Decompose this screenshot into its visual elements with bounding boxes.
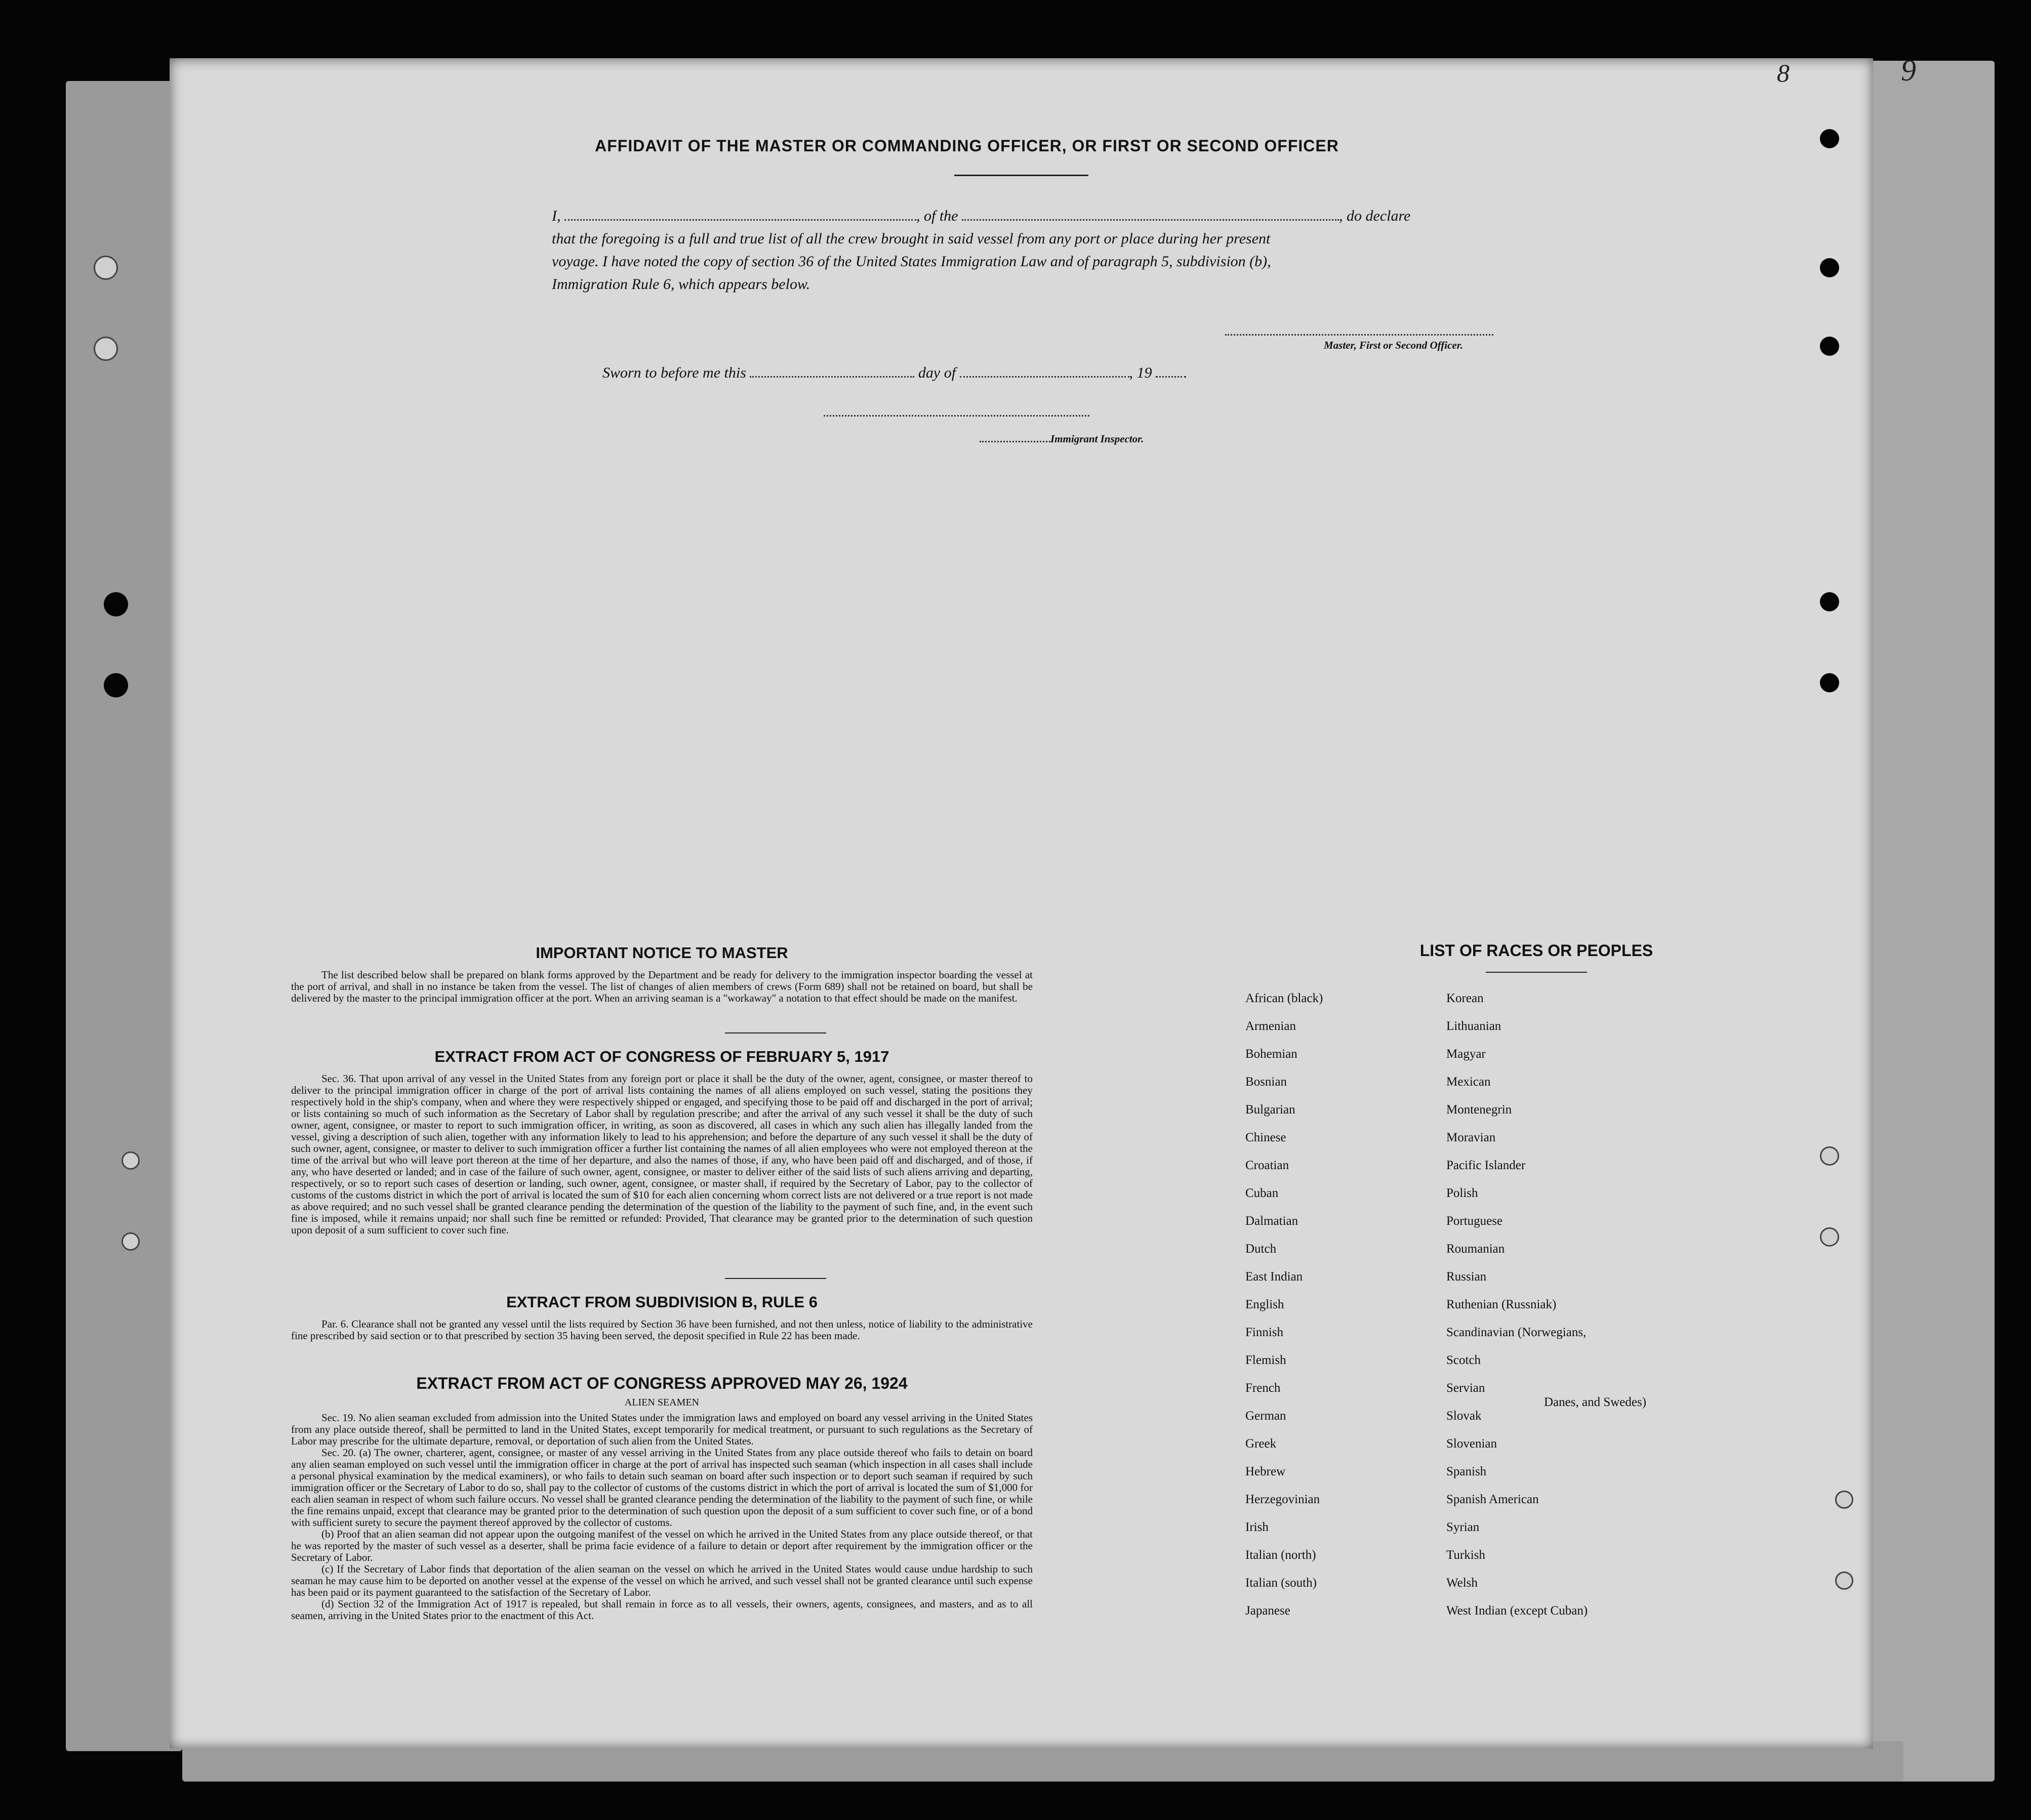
race-item: Slovak <box>1446 1409 1482 1423</box>
race-item: Irish <box>1245 1520 1269 1534</box>
race-item: West Indian (except Cuban) <box>1446 1604 1588 1618</box>
race-item: Korean <box>1446 991 1484 1005</box>
sworn-year-field[interactable] <box>1156 376 1186 378</box>
race-item: Japanese <box>1245 1604 1290 1618</box>
races-title: LIST OF RACES OR PEOPLES <box>1419 941 1653 960</box>
page-number-mark: 9 <box>1901 54 1916 87</box>
race-item: Greek <box>1245 1437 1277 1451</box>
race-item: Welsh <box>1446 1576 1478 1590</box>
binder-hole <box>1835 1571 1853 1590</box>
sworn-date-field[interactable] <box>750 376 914 378</box>
extract-1924-title: EXTRACT FROM ACT OF CONGRESS APPROVED MAY 26, 1924 <box>416 1374 908 1392</box>
race-item: English <box>1245 1298 1284 1311</box>
race-item: Italian (north) <box>1245 1548 1316 1562</box>
race-item: African (black) <box>1245 991 1323 1005</box>
affidavit-line-4: Immigration Rule 6, which appears below. <box>552 276 810 293</box>
inspector-caption <box>980 433 1144 445</box>
race-item: Lithuanian <box>1446 1019 1501 1033</box>
race-item: Servian <box>1446 1381 1485 1395</box>
race-item: Bosnian <box>1245 1075 1287 1089</box>
race-item: Hebrew <box>1245 1465 1286 1478</box>
extract-1917-paragraph: Sec. 36. That upon arrival of any vessel in the United States from any foreign port or place it shall be the duty of the owner, agent, consignee, or master thereof to deliver to the principal immigration officer in charge of the port of arrival lists containing the names of all aliens employed on such vessel, stating the positions they respectively hold in the ship's company, when and where they were respectively shipped or engaged, and specifying those to be paid off and discharged in the port of arrival; or lists containing so much of such information as the Secretary of Labor shall by regulation prescribe; and after the arrival of any such vessel it shall be the duty of such owner, agent, consignee, or master to report to such immigration officer, in writing, as soon as discovered, all cases in which any such alien has illegally landed from the vessel, giving a description of such alien, together with any information likely to lead to his apprehension; and before the departure of any such vessel it shall be the duty of such owner, agent, consignee, or master to deliver to such immigration officer a further list containing the names of all alien employees who were not employed thereon at the time of the arrival but who will leave port thereon at the time of her departure, and also the names of those, if any, who have been paid off and discharged, and of those, if any, who have deserted or landed; and in case of the failure of such owner, agent, consignee, or master to deliver either of the said lists of such aliens arriving and departing, respectively, or so to report such cases of desertion or landing, such owner, agent, consignee, or master shall, if required by the Secretary of Labor, pay to the collector of customs of the customs district in which the port of arrival is located the sum of $10 for each alien concerning whom correct lists are not delivered or a true report is not made as above required; and no such vessel shall be granted clearance pending the determination of the question of the liability to the payment of such fine, and, in the event such fine is imposed, while it remains unpaid; nor shall such fine be remitted or refunded: Provided, That clearance may be granted prior to the determination of such question upon deposit of a sum sufficient to cover such fine. <box>291 1072 1033 1236</box>
binder-hole <box>121 1232 140 1251</box>
extract-1924-paragraph: (d) Section 32 of the Immigration Act of 1917 is repealed, but shall remain in force as to all vessels, their owners, agents, consignees, and masters, and as to all seamen, arriving in the United States prior to the enactment of this Act. <box>291 1598 1033 1622</box>
race-item: Slovenian <box>1446 1437 1497 1451</box>
extract-1924-paragraph: Sec. 20. (a) The owner, charterer, agent, consignee, or master of any vessel arriving in the United States from any place outside thereof who fails to detain on board any alien seaman employed on such vessel until the immigration officer in charge at the port of arrival has inspected such seaman (which inspection in all cases shall include a personal physical examination by the medical examiners), or who fails to detain such seaman on board after such inspection or to deport such seaman if required by such immigration officer or the Secretary of Labor to do so, shall pay to the collector of customs of the customs district in which the port of arrival is located the sum of $1,000 for each alien seaman in respect of whom such failure occurs. No vessel shall be granted clearance pending the determination of the liability to the payment of such fine, or while the fine remains unpaid, except that clearance may be granted prior to the determination of such question upon the deposit of a sum sufficient to cover such fine, or of a bond with sufficient surety to secure the payment thereof approved by the collector of customs. <box>291 1446 1033 1528</box>
divider <box>725 1278 826 1279</box>
race-item: Turkish <box>1446 1548 1485 1562</box>
binder-hole <box>104 673 128 697</box>
race-item: Pacific Islander <box>1446 1159 1526 1172</box>
affidavit-declare: , do declare <box>1339 208 1411 224</box>
race-item: Mexican <box>1446 1075 1491 1089</box>
extract-1917-title: EXTRACT FROM ACT OF CONGRESS OF FEBRUARY 5, 1917 <box>434 1048 889 1065</box>
race-item: French <box>1245 1381 1281 1395</box>
affidavit-of-the: , of the <box>916 208 958 224</box>
sworn-day-of: day of <box>918 364 956 381</box>
form-page <box>170 54 1916 1749</box>
binder-hole <box>94 337 118 361</box>
extract-rule6-body <box>291 1318 1033 1342</box>
affidavit-i: I, <box>552 208 561 224</box>
race-item: Dalmatian <box>1245 1214 1298 1228</box>
race-item: Armenian <box>1245 1019 1296 1033</box>
race-item: Croatian <box>1245 1159 1289 1172</box>
binder-hole <box>1820 1146 1839 1166</box>
extract-1924-paragraph: Sec. 19. No alien seaman excluded from admission into the United States under the immigration laws and employed on board any vessel arriving in the United States from any place outside thereof, shall be permitted to land in the United States, except temporarily for medical treatment, or pursuant to such regulations as the Secretary of Labor may prescribe for the ultimate departure, removal, or deportation of such alien from the United States. <box>291 1412 1033 1447</box>
binder-hole <box>1835 1491 1853 1509</box>
binder-hole <box>1820 1227 1839 1247</box>
race-item: Finnish <box>1245 1326 1284 1339</box>
race-item: Portuguese <box>1446 1214 1503 1228</box>
affidavit-line-3: voyage. I have noted the copy of section 36 of the United States Immigration Law and of paragraph 5, subdivision (b), <box>552 253 1271 270</box>
race-item: Spanish <box>1446 1465 1487 1478</box>
underlying-page-right <box>1868 61 1995 1782</box>
race-item: Spanish American <box>1446 1493 1539 1506</box>
title-underline <box>954 175 1088 176</box>
race-item: Magyar <box>1446 1047 1486 1061</box>
race-item: East Indian <box>1245 1270 1303 1284</box>
binder-hole <box>121 1151 140 1170</box>
vessel-field[interactable] <box>962 219 1339 221</box>
extract-1924-subtitle: ALIEN SEAMEN <box>624 1397 700 1408</box>
race-item: Montenegrin <box>1446 1103 1512 1116</box>
sworn-year: , 19 <box>1129 364 1152 381</box>
extract-1917-body <box>291 1073 1033 1236</box>
sworn-month-field[interactable] <box>960 376 1129 378</box>
name-field[interactable] <box>564 219 916 221</box>
extract-rule6-title: EXTRACT FROM SUBDIVISION B, RULE 6 <box>506 1293 818 1311</box>
binder-hole <box>1820 258 1839 277</box>
binder-hole <box>1820 129 1839 148</box>
affidavit-title: AFFIDAVIT OF THE MASTER OR COMMANDING OFFICER, OR FIRST OR SECOND OFFICER <box>595 137 1339 155</box>
race-item: German <box>1245 1409 1286 1423</box>
race-item: Moravian <box>1446 1131 1496 1144</box>
extract-rule6-paragraph: Par. 6. Clearance shall not be granted any vessel until the lists required by Section 36 have been furnished, and not then unless, notice of liability to the administrative fine prescribed by said section or to that prescribed by section 35 having been served, the deposit specified in Rule 22 has been made. <box>291 1318 1033 1342</box>
inspector-label: Immigrant Inspector. <box>1050 433 1144 445</box>
race-item: Roumanian <box>1446 1242 1505 1256</box>
race-item: Herzegovinian <box>1245 1493 1320 1506</box>
inspector-signature-line[interactable] <box>824 415 1089 417</box>
extract-1924-paragraph: (c) If the Secretary of Labor finds that deportation of the alien seaman on the vessel on which he arrived in the United States would cause undue hardship to such seaman he may cause him to be deported on another vessel at the expense of the vessel on which he arrived, and such vessel shall not be granted clearance until such expense has been paid or its payment guaranteed to the satisfaction of the Secretary of Labor. <box>291 1563 1033 1598</box>
race-item: Bohemian <box>1245 1047 1297 1061</box>
race-item: Flemish <box>1245 1353 1286 1367</box>
race-item: Polish <box>1446 1186 1478 1200</box>
race-item: Bulgarian <box>1245 1103 1295 1116</box>
notice-title: IMPORTANT NOTICE TO MASTER <box>536 944 788 962</box>
sworn-line <box>602 364 1412 382</box>
race-item: Cuban <box>1245 1186 1279 1200</box>
affidavit-line-2: that the foregoing is a full and true list of all the crew brought in said vessel from any port or place during her present <box>552 230 1271 247</box>
affidavit-line-1 <box>552 208 1666 225</box>
inspector-dots <box>980 440 1050 442</box>
binder-hole <box>1820 592 1839 611</box>
binder-hole <box>104 592 128 616</box>
race-item-continuation: Danes, and Swedes) <box>1544 1395 1647 1409</box>
race-item: Syrian <box>1446 1520 1480 1534</box>
sworn-prefix: Sworn to before me this <box>602 364 746 381</box>
signature-caption: Master, First or Second Officer. <box>1324 339 1463 351</box>
race-item: Dutch <box>1245 1242 1277 1256</box>
underlying-page-left <box>66 81 182 1751</box>
race-item: Russian <box>1446 1270 1487 1284</box>
extract-1924-paragraph: (b) Proof that an alien seaman did not appear upon the outgoing manifest of the vessel on which he arrived in the United States from any place outside thereof, or that he was reported by the master of such vessel as a deserter, shall be prima facie evidence of a failure to detain or deport after requirement by the immigration officer or the Secretary of Labor. <box>291 1528 1033 1563</box>
binder-hole <box>1820 673 1839 692</box>
divider <box>725 1032 826 1033</box>
race-item: Scotch <box>1446 1353 1481 1367</box>
notice-body <box>291 969 1033 1004</box>
signature-line[interactable] <box>1225 334 1493 336</box>
top-handwritten-mark: 8 <box>1777 59 1790 87</box>
race-item: Italian (south) <box>1245 1576 1317 1590</box>
notice-paragraph: The list described below shall be prepared on blank forms approved by the Department and be ready for delivery to the immigration inspector boarding the vessel at the port of arrival, and shall in no instance be taken from the vessel. The list of changes of alien members of crews (Form 689) shall not be retained on board, but shall be delivered by the master to the principal immigration officer at the port. When an arriving seaman is a "workaway" a notation to that effect should be made on the manifest. <box>291 969 1033 1004</box>
race-item: Scandinavian (Norwegians, <box>1446 1326 1587 1339</box>
binder-hole <box>1820 337 1839 356</box>
binder-hole <box>94 256 118 280</box>
race-item: Chinese <box>1245 1131 1286 1144</box>
races-underline <box>1486 972 1587 973</box>
extract-1924-body <box>291 1412 1033 1622</box>
race-item: Ruthenian (Russniak) <box>1446 1298 1557 1311</box>
